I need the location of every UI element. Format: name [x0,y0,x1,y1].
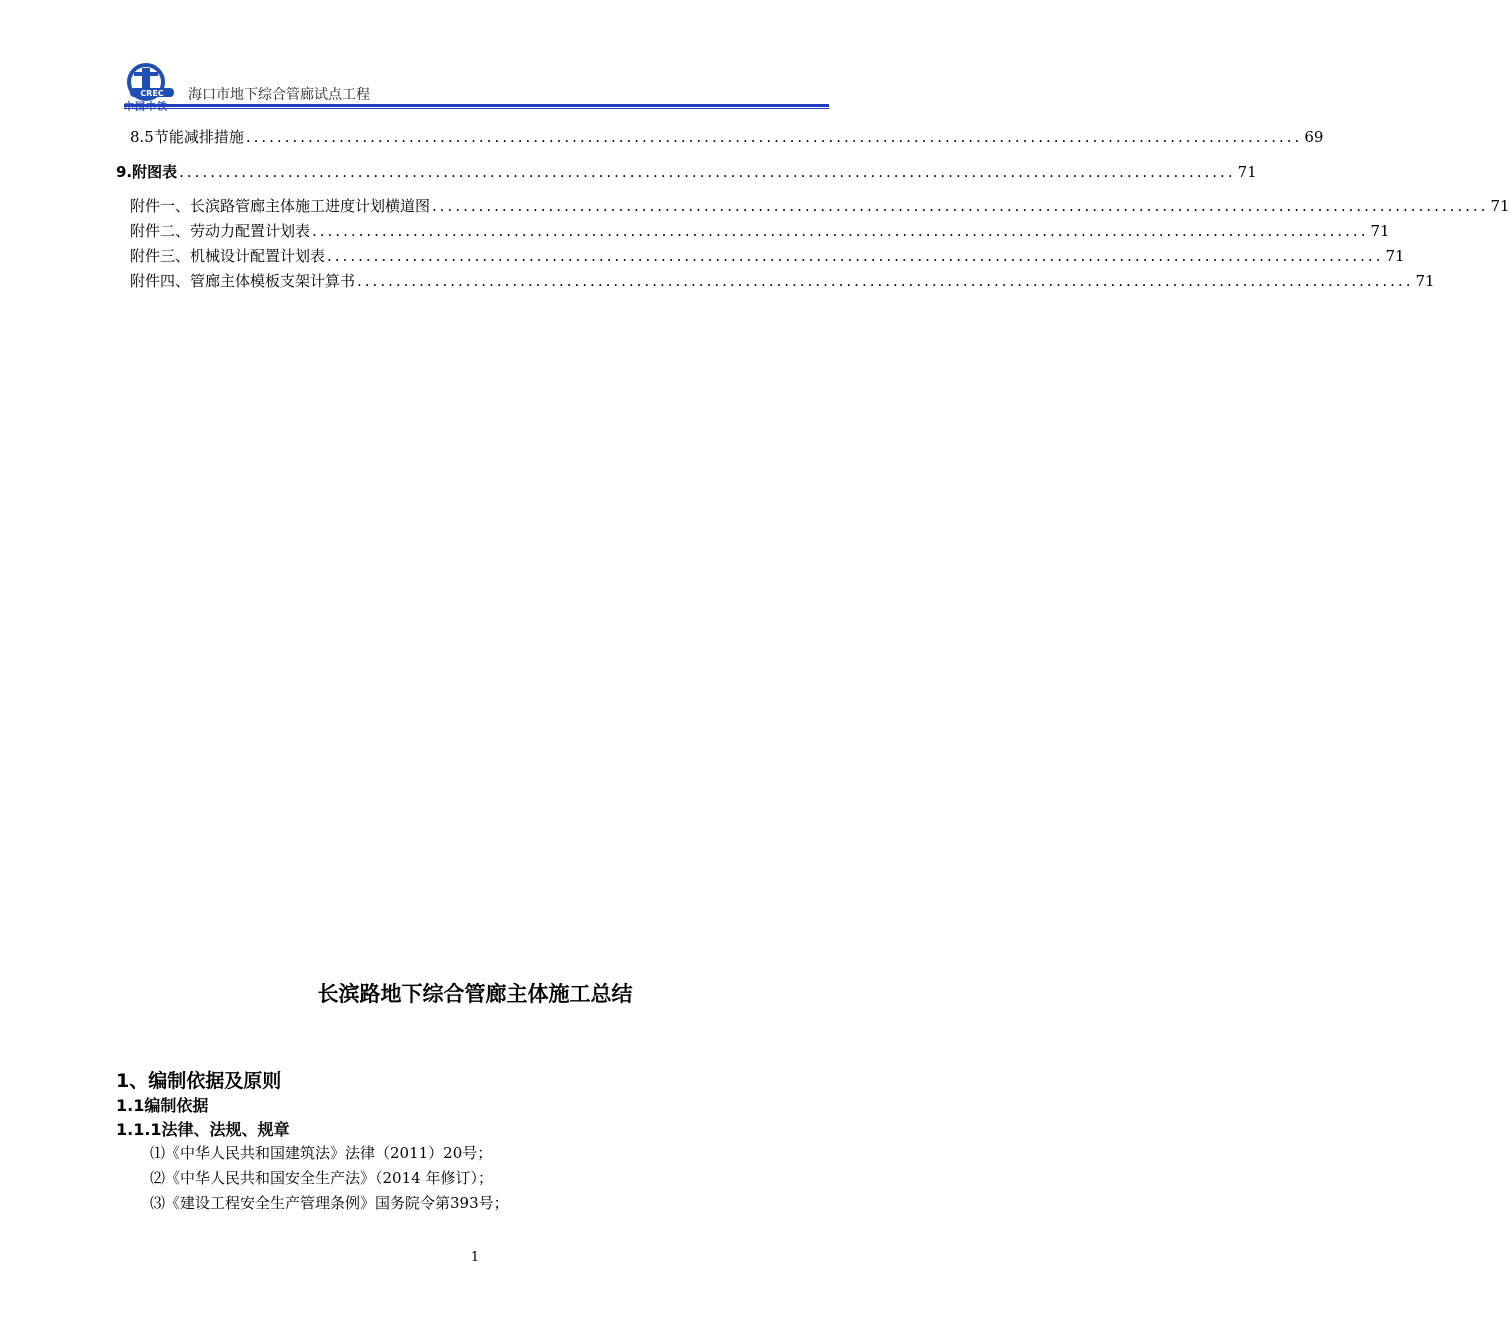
subsubsection-heading: 1.1.1法律、法规、规章 [116,1120,290,1139]
toc-leader-dots: ........................................................................................................................................ [432,197,1489,215]
toc-entry[interactable] [130,195,1510,217]
toc-entry-page: 69 [1304,128,1324,146]
section-heading: 1、编制依据及原则 [116,1070,282,1092]
toc-entry-page: 71 [1237,163,1257,181]
page-number: 1 [470,1250,480,1265]
list-item: ⑵《中华人民共和国安全生产法》（2014 年修订）； [150,1169,493,1187]
document-title: 长滨路地下综合管廊主体施工总结 [317,982,633,1006]
toc-entry-label: 附件四、管廊主体模板支架计算书 [130,272,356,290]
toc-leader-dots: ........................................................................................................................................ [357,272,1414,290]
toc-entry[interactable] [130,126,1324,148]
toc-leader-dots: ........................................................................................................................................ [327,247,1384,265]
toc-entry-page: 71 [1490,197,1510,215]
toc-entry-label: 附件三、机械设计配置计划表 [130,247,326,265]
page-header [0,0,950,115]
list-item: ⑴《中华人民共和国建筑法》法律（2011）20号； [150,1144,493,1162]
toc-entry[interactable] [130,245,1405,267]
toc-entry-label: 9.附图表 [116,163,178,181]
subsection-heading: 1.1编制依据 [116,1096,209,1115]
toc-entry[interactable] [116,161,1257,183]
header-title: 海口市地下综合管廊试点工程 [188,87,370,103]
logo-text: CREC [140,89,164,98]
toc-entry-page: 71 [1385,247,1405,265]
toc-leader-dots: ........................................................................................................................................ [179,163,1236,181]
header-rule [124,104,829,107]
header-rule-thin [124,108,829,109]
toc-entry-page: 71 [1370,222,1390,240]
toc-entry-label: 附件一、长滨路管廊主体施工进度计划横道图 [130,197,431,215]
toc-leader-dots: ........................................................................................................................................ [312,222,1369,240]
toc-entry[interactable] [130,220,1390,242]
toc-entry-label: 附件二、劳动力配置计划表 [130,222,311,240]
toc-entry[interactable] [130,270,1435,292]
toc-entry-label: 8.5节能减排措施 [130,128,244,146]
toc-entry-page: 71 [1415,272,1435,290]
list-item: ⑶《建设工程安全生产管理条例》国务院令第393号； [150,1194,509,1212]
toc-leader-dots: ........................................................................................................................................ [245,128,1303,146]
